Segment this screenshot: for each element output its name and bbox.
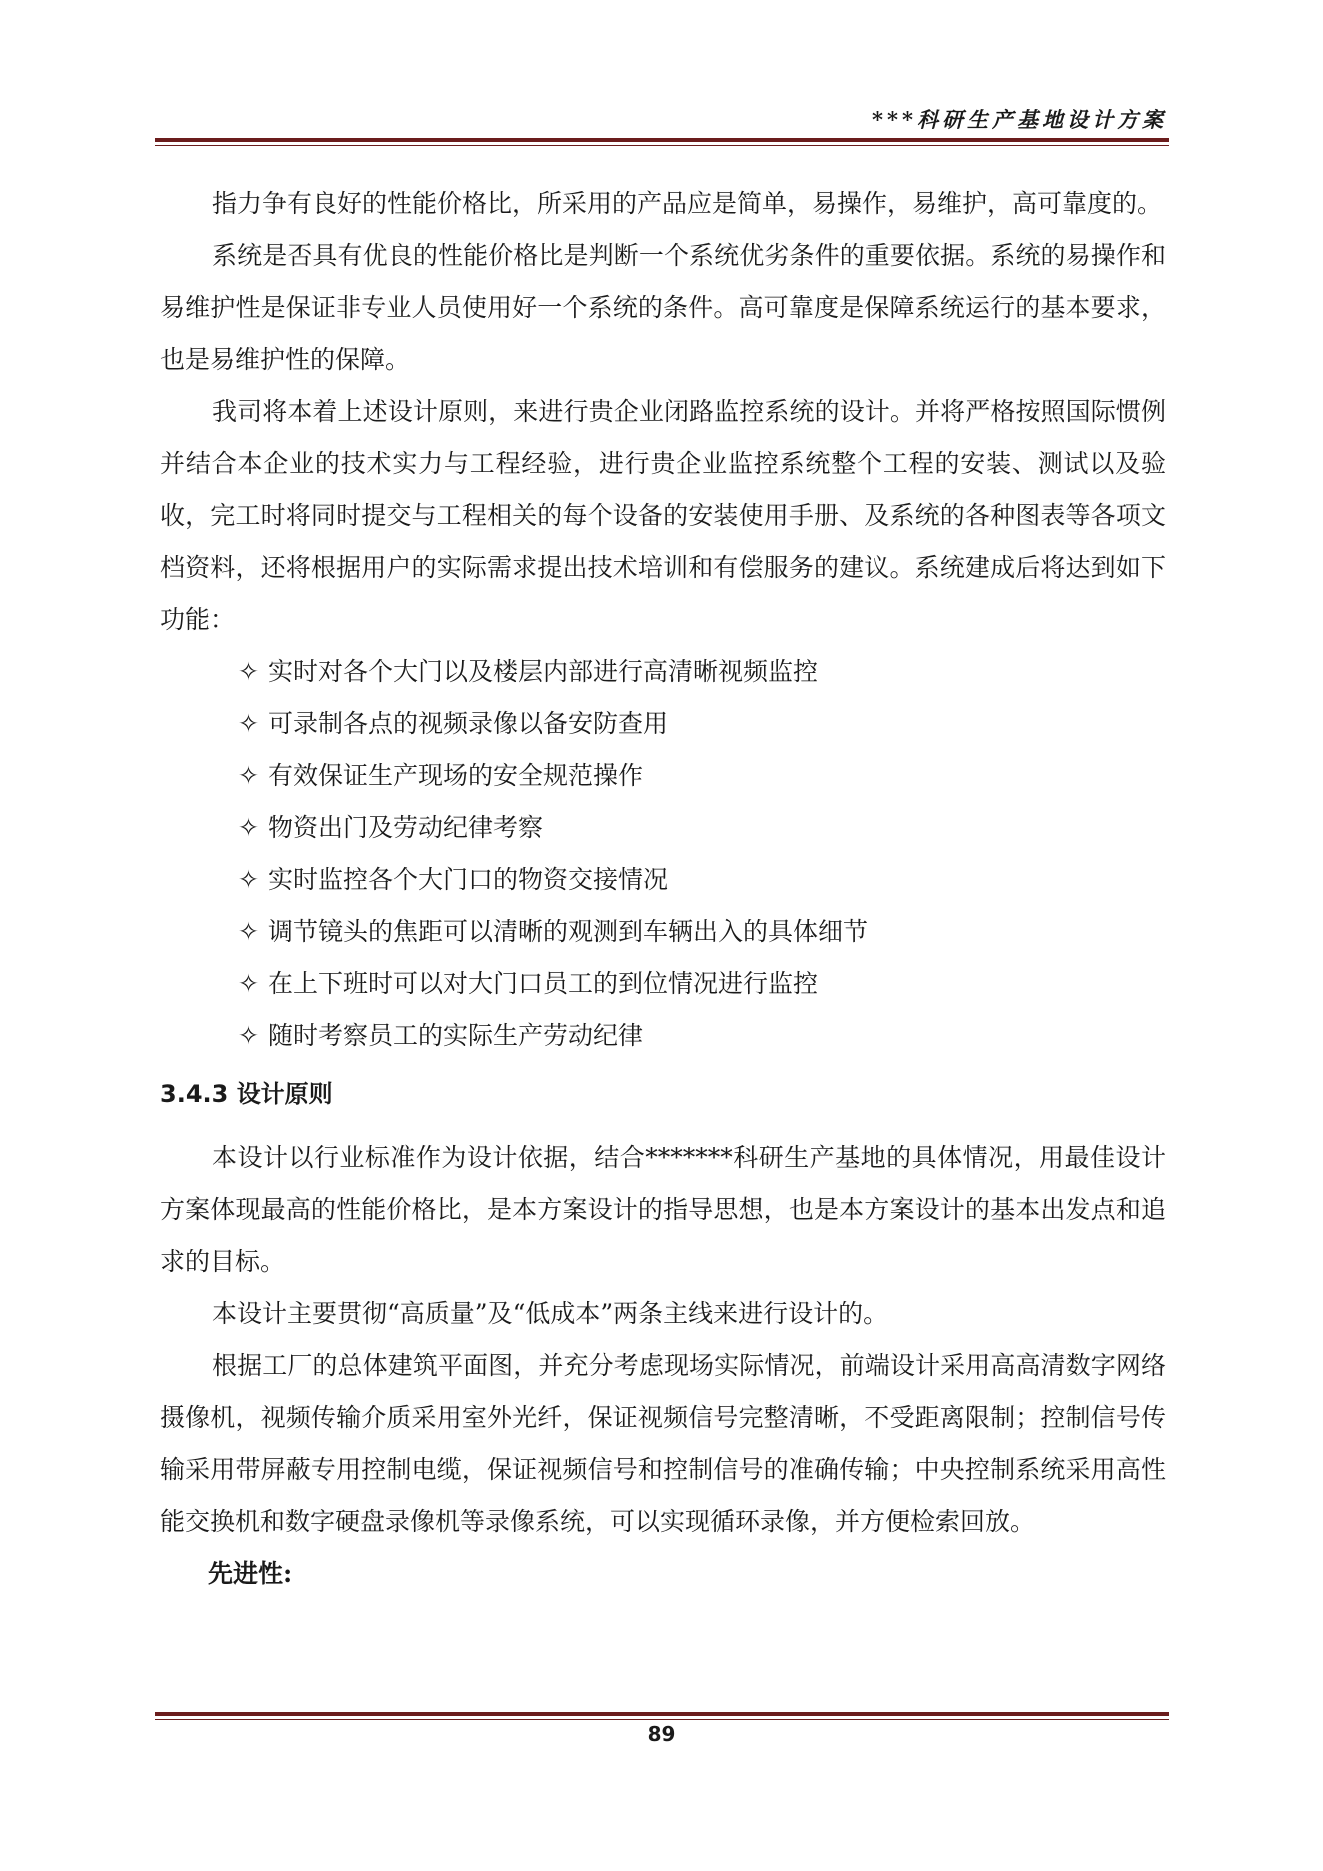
footer-rule-thin	[155, 1719, 1169, 1720]
diamond-bullet-icon: ✧	[238, 969, 259, 998]
header-title: ***科研生产基地设计方案	[872, 107, 1167, 132]
diamond-bullet-icon: ✧	[238, 761, 259, 790]
list-item	[238, 646, 1166, 698]
feature-text: 在上下班时可以对大门口员工的到位情况进行监控	[268, 969, 819, 998]
diamond-bullet-icon: ✧	[238, 917, 259, 946]
feature-text: 调节镜头的焦距可以清晰的观测到车辆出入的具体细节	[268, 917, 869, 946]
diamond-bullet-icon: ✧	[238, 657, 259, 686]
feature-text: 实时对各个大门以及楼层内部进行高清晰视频监控	[268, 657, 819, 686]
diamond-bullet-icon: ✧	[238, 709, 259, 738]
list-item	[238, 698, 1166, 750]
diamond-bullet-icon: ✧	[238, 813, 259, 842]
list-item	[238, 854, 1166, 906]
list-item	[238, 750, 1166, 802]
feature-text: 随时考察员工的实际生产劳动纪律	[268, 1021, 644, 1050]
feature-text: 物资出门及劳动纪律考察	[268, 813, 544, 842]
body-paragraph: 指力争有良好的性能价格比，所采用的产品应是简单，易操作，易维护，高可靠度的。	[212, 189, 1163, 218]
feature-text: 有效保证生产现场的安全规范操作	[268, 761, 644, 790]
feature-text: 可录制各点的视频录像以备安防查用	[268, 709, 669, 738]
list-item	[238, 1010, 1166, 1062]
subheading: 先进性:	[208, 1559, 293, 1588]
feature-list	[160, 646, 1166, 1062]
feature-text: 实时监控各个大门口的物资交接情况	[268, 865, 669, 894]
footer-rule-thick	[155, 1712, 1169, 1716]
page-number: 89	[647, 1722, 676, 1746]
header-rule-thick	[155, 138, 1169, 142]
document-body	[160, 178, 1166, 1600]
list-item	[238, 802, 1166, 854]
body-paragraph: 我司将本着上述设计原则，来进行贵企业闭路监控系统的设计。并将严格按照国际惯例并结合本企业的技术实力与工程经验，进行贵企业监控系统整个工程的安装、测试以及验收，完工时将同时提交与工程相关的每个设备的安装使用手册、及系统的各种图表等各项文档资料，还将根据用户的实际需求提出技术培训和有偿服务的建议。系统建成后将达到如下功能：	[160, 397, 1166, 634]
diamond-bullet-icon: ✧	[238, 1021, 259, 1050]
body-paragraph: 本设计主要贯彻“高质量”及“低成本”两条主线来进行设计的。	[212, 1299, 889, 1328]
list-item	[238, 958, 1166, 1010]
body-paragraph: 根据工厂的总体建筑平面图，并充分考虑现场实际情况，前端设计采用高高清数字网络摄像机，视频传输介质采用室外光纤，保证视频信号完整清晰，不受距离限制；控制信号传输采用带屏蔽专用控制电缆，保证视频信号和控制信号的准确传输；中央控制系统采用高性能交换机和数字硬盘录像机等录像系统，可以实现循环录像，并方便检索回放。	[160, 1351, 1166, 1536]
list-item	[238, 906, 1166, 958]
body-paragraph: 系统是否具有优良的性能价格比是判断一个系统优劣条件的重要依据。系统的易操作和易维护性是保证非专业人员使用好一个系统的条件。高可靠度是保障系统运行的基本要求，也是易维护性的保障。	[160, 241, 1166, 374]
diamond-bullet-icon: ✧	[238, 865, 259, 894]
header-rule-thin	[155, 145, 1169, 146]
body-paragraph: 本设计以行业标准作为设计依据，结合*******科研生产基地的具体情况，用最佳设计方案体现最高的性能价格比，是本方案设计的指导思想，也是本方案设计的基本出发点和追求的目标。	[160, 1143, 1166, 1276]
section-heading: 3.4.3 设计原则	[160, 1080, 333, 1108]
